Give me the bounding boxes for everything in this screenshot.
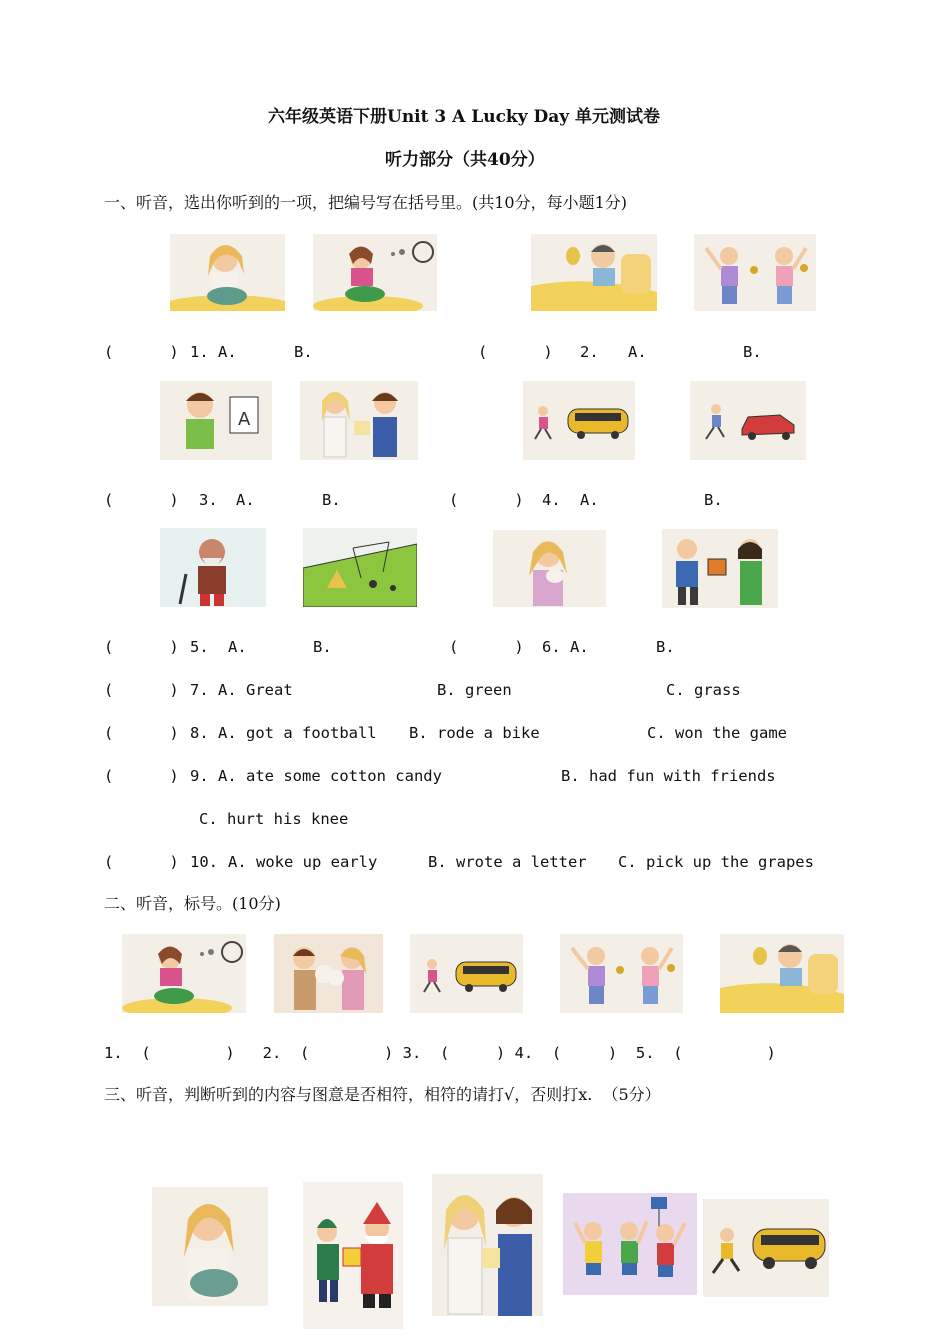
svg-text:A: A <box>238 409 251 430</box>
page-title: 六年级英语下册Unit 3 A Lucky Day 单元测试卷 <box>268 107 661 127</box>
q2-option-b: B. <box>743 343 762 361</box>
q8-option-a: A. got a football <box>218 724 377 742</box>
picture-girl-running-bus <box>523 381 635 460</box>
picture-girl-running-bus-2 <box>410 934 523 1013</box>
q7-option-c: C. grass <box>666 681 741 699</box>
q3-option-b: B. <box>322 491 341 509</box>
q4-paren[interactable]: ( ) <box>449 491 524 509</box>
q3-number: 3. <box>199 491 218 509</box>
q4-number: 4. <box>542 491 561 509</box>
q7-paren[interactable]: ( ) <box>104 681 179 699</box>
picture-girl-bag <box>170 234 285 311</box>
q3-option-a: A. <box>236 491 255 509</box>
picture-kids-cotton-candy <box>274 934 383 1013</box>
picture-girl-mother-paper-3 <box>432 1174 543 1316</box>
q10-option-c: C. pick up the grapes <box>618 853 814 871</box>
section-1-heading: 一、听音，选出你听到的一项，把编号写在括号里。(共10分，每小题1分) <box>104 193 628 212</box>
picture-girl-bag-thinking <box>313 234 437 311</box>
q6-option-b: B. <box>656 638 675 656</box>
q2-option-a: A. <box>628 343 647 361</box>
q5-paren[interactable]: ( ) <box>104 638 179 656</box>
q5-option-b: B. <box>313 638 332 656</box>
q9-number: 9. <box>190 767 209 785</box>
q9-option-a: A. ate some cotton candy <box>218 767 442 785</box>
q1-paren[interactable]: ( ) <box>104 343 179 361</box>
picture-girl-bag-3 <box>152 1187 268 1306</box>
q10-option-b: B. wrote a letter <box>428 853 587 871</box>
q4-option-b: B. <box>704 491 723 509</box>
q10-number: 10. <box>190 853 218 871</box>
picture-kids-medals-2 <box>560 934 683 1013</box>
picture-gift-exchange <box>662 529 778 608</box>
section-2-heading: 二、听音，标号。(10分) <box>104 894 281 913</box>
q5-option-a: A. <box>228 638 247 656</box>
picture-boy-running-car <box>690 381 806 460</box>
q6-number-a: 6. A. <box>542 638 589 656</box>
picture-boy-test-paper <box>160 381 272 460</box>
q8-option-b: B. rode a bike <box>409 724 540 742</box>
q1-number-a: 1. A. <box>190 343 237 361</box>
q9-option-b: B. had fun with friends <box>561 767 776 785</box>
q1-option-b: B. <box>294 343 313 361</box>
q2-paren[interactable]: ( ) <box>478 343 553 361</box>
q8-paren[interactable]: ( ) <box>104 724 179 742</box>
q8-option-c: C. won the game <box>647 724 787 742</box>
picture-girl-bag-thinking-2 <box>122 934 246 1013</box>
page-subtitle: 听力部分（共40分） <box>385 150 545 170</box>
q6-paren[interactable]: ( ) <box>449 638 524 656</box>
q5-number: 5. <box>190 638 209 656</box>
picture-boy-bed <box>531 234 657 311</box>
q8-number: 8. <box>190 724 209 742</box>
picture-girl-eating <box>493 530 606 607</box>
q7-option-b: B. green <box>437 681 512 699</box>
picture-santa-gift <box>303 1182 403 1329</box>
q4-option-a: A. <box>580 491 599 509</box>
q9-paren[interactable]: ( ) <box>104 767 179 785</box>
section-3-heading: 三、听音，判断听到的内容与图意是否相符，相符的请打√，否则打x. （5分） <box>104 1085 661 1104</box>
picture-old-man-cane <box>160 528 266 607</box>
q7-number: 7. <box>190 681 209 699</box>
picture-playground <box>303 528 417 607</box>
q10-paren[interactable]: ( ) <box>104 853 179 871</box>
q2-number: 2. <box>580 343 599 361</box>
picture-kids-medals <box>694 234 816 311</box>
q7-option-a: A. Great <box>218 681 293 699</box>
part2-answer-line[interactable]: 1. ( ) 2. ( ) 3. ( ) 4. ( ) 5. ( ) <box>104 1044 776 1062</box>
q10-option-a: A. woke up early <box>228 853 378 871</box>
q9-option-c: C. hurt his knee <box>199 810 349 828</box>
picture-boy-running-bus <box>703 1199 829 1297</box>
picture-boy-bed-2 <box>720 934 844 1013</box>
q3-paren[interactable]: ( ) <box>104 491 179 509</box>
picture-girl-mother-paper <box>300 381 418 460</box>
picture-kids-cheering-game <box>563 1193 697 1295</box>
